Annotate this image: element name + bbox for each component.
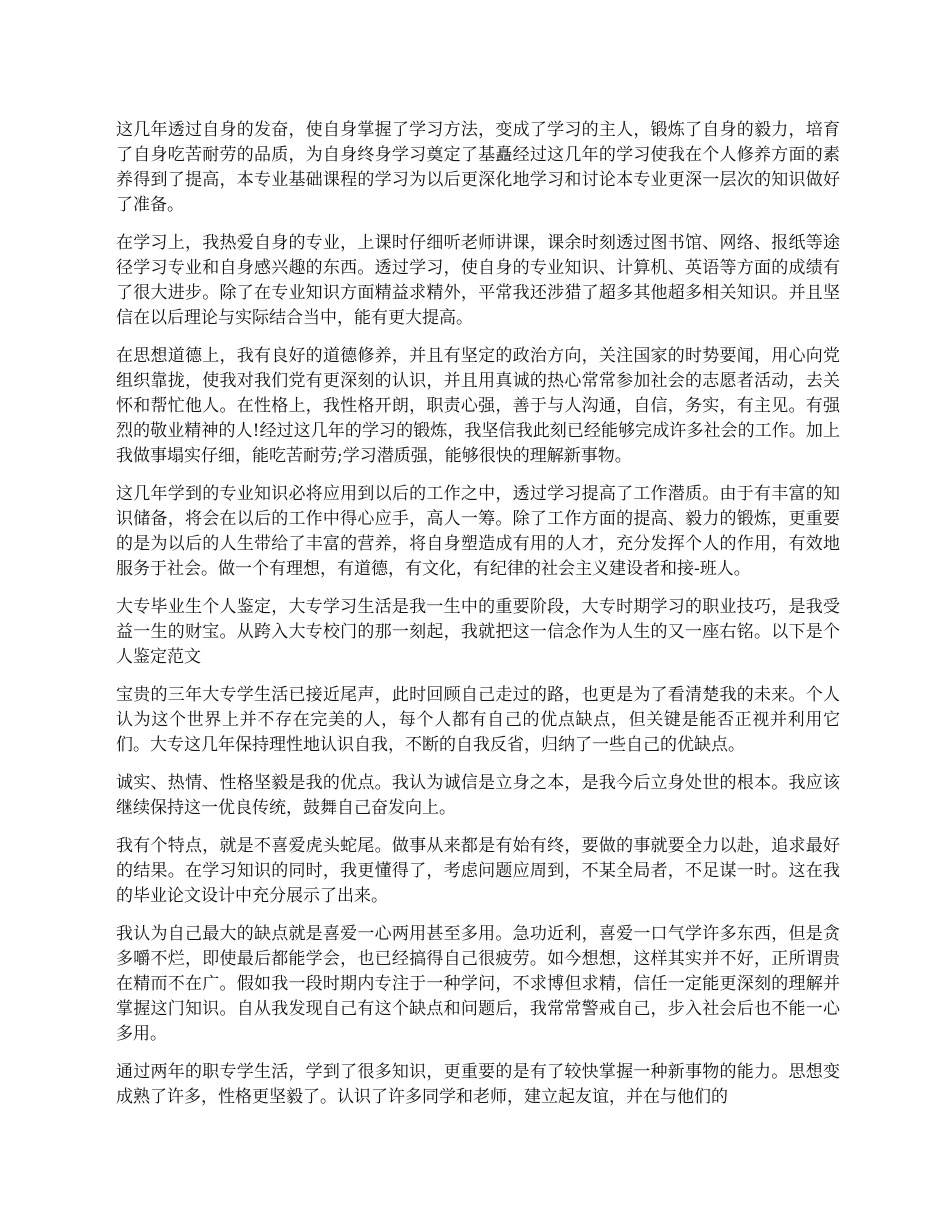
paragraph-6: 宝贵的三年大专学生活已接近尾声，此时回顾自己走过的路，也更是为了看清楚我的未来。个人认为这个世界上并不存在完美的人，每个人都有自己的优点缺点，但关键是能否正视并利用它们。大专这几年保持理性地认识自我，不断的自我反省，归纳了一些自己的优缺点。 — [116, 685, 840, 755]
paragraph-5: 大专毕业生个人鉴定，大专学习生活是我一生中的重要阶段，大专时期学习的职业技巧，是我受益一生的财宝。从跨入大专校门的那一刻起，我就把这一信念作为人生的又一座右铭。以下是个人鉴定范文 — [116, 597, 840, 667]
paragraph-9: 我认为自己最大的缺点就是喜爱一心两用甚至多用。急功近利，喜爱一口气学许多东西，但是贪多嚼不烂，即使最后都能学会，也已经搞得自己很疲劳。如今想想，这样其实并不好，正所谓贵在精而不在广。假如我一段时期内专注于一种学问，不求博但求精，信任一定能更深刻的理解并掌握这门知识。自从我发现自己有这个缺点和问题后，我常常警戒自己，步入社会后也不能一心多用。 — [116, 924, 840, 1044]
paragraph-8: 我有个特点，就是不喜爱虎头蛇尾。做事从来都是有始有终，要做的事就要全力以赴，追求最好的结果。在学习知识的同时，我更懂得了，考虑问题应周到，不某全局者，不足谋一时。这在我的毕业论文设计中充分展示了出来。 — [116, 836, 840, 906]
paragraph-10: 通过两年的职专学生活，学到了很多知识，更重要的是有了较快掌握一种新事物的能力。思想变成熟了许多，性格更坚毅了。认识了许多同学和老师，建立起友谊，并在与他们的 — [116, 1062, 840, 1107]
paragraph-1: 这几年透过自身的发奋，使自身掌握了学习方法，变成了学习的主人，锻炼了自身的毅力，培育了自身吃苦耐劳的品质，为自身终身学习奠定了基矗经过这几年的学习使我在个人修养方面的素养得到了提高，本专业基础课程的学习为以后更深化地学习和讨论本专业更深一层次的知识做好了准备。 — [116, 120, 840, 215]
paragraph-7: 诚实、热情、性格坚毅是我的优点。我认为诚信是立身之本，是我今后立身处世的根本。我应该继续保持这一优良传统，鼓舞自己奋发向上。 — [116, 773, 840, 818]
paragraph-4: 这几年学到的专业知识必将应用到以后的工作之中，透过学习提高了工作潜质。由于有丰富的知识储备，将会在以后的工作中得心应手，高人一筹。除了工作方面的提高、毅力的锻炼，更重要的是为以后的人生带给了丰富的营养，将自身塑造成有用的人才，充分发挥个人的作用，有效地服务于社会。做一个有理想，有道德，有文化，有纪律的社会主义建设者和接-班人。 — [116, 484, 840, 579]
paragraph-3: 在思想道德上，我有良好的道德修养，并且有坚定的政治方向，关注国家的时势要闻，用心向党组织靠拢，使我对我们党有更深刻的认识，并且用真诚的热心常常参加社会的志愿者活动，去关怀和帮忙他人。在性格上，我性格开朗，职责心强，善于与人沟通，自信，务实，有主见。有强烈的敬业精神的人!经过这几年的学习的锻炼，我坚信我此刻已经能够完成许多社会的工作。加上我做事塌实仔细，能吃苦耐劳;学习潜质强，能够很快的理解新事物。 — [116, 346, 840, 466]
document-page — [116, 118, 840, 1123]
paragraph-2: 在学习上，我热爱自身的专业，上课时仔细听老师讲课，课余时刻透过图书馆、网络、报纸等途径学习专业和自身感兴趣的东西。透过学习，使自身的专业知识、计算机、英语等方面的成绩有了很大进步。除了在专业知识方面精益求精外，平常我还涉猎了超多其他超多相关知识。并且坚信在以后理论与实际结合当中，能有更大提高。 — [116, 233, 840, 328]
